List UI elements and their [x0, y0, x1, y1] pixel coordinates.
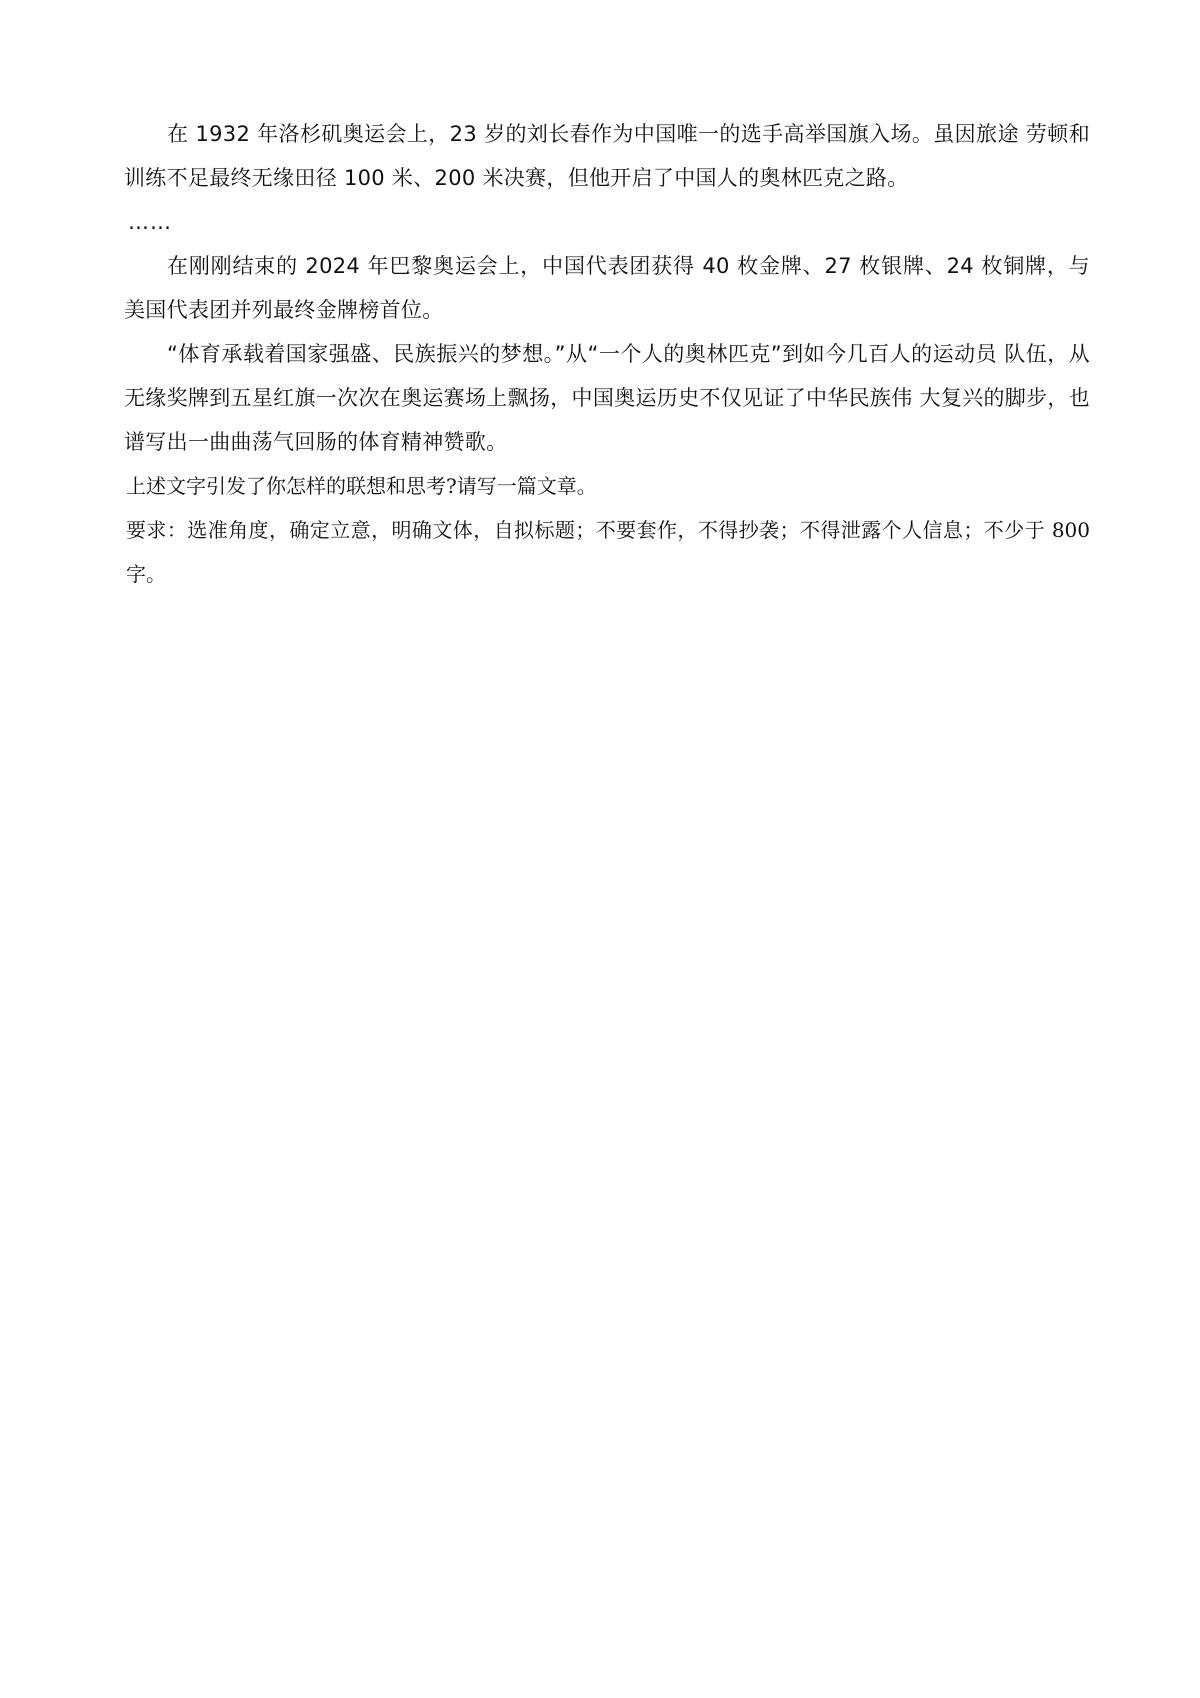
essay-prompt: 上述文字引发了你怎样的联想和思考?请写一篇文章。: [126, 474, 597, 498]
paragraph-1932-olympics: 在 1932 年洛杉矶奥运会上，23 岁的刘长春作为中国唯一的选手高举国旗入场。虽因旅途 劳顿和训练不足最终无缘田径 100 米、200 米决赛，但他开启了中国人的奥林匹克之路。: [124, 122, 1090, 190]
paragraph-2024-olympics: 在刚刚结束的 2024 年巴黎奥运会上，中国代表团获得 40 枚金牌、27 枚银牌、24 枚铜牌，与 美国代表团并列最终金牌榜首位。: [124, 254, 1090, 322]
document-body: [124, 112, 1090, 596]
essay-requirements: 要求：选准角度，确定立意，明确文体，自拟标题；不要套作，不得抄袭；不得泄露个人信息；不少于 800 字。: [126, 518, 1090, 586]
paragraph-sports-dream: “体育承载着国家强盛、民族振兴的梦想。”从“一个人的奥林匹克”到如今几百人的运动员 队伍，从无缘奖牌到五星红旗一次次在奥运赛场上飘扬，中国奥运历史不仅见证了中华民族伟 大复兴的脚步，也谱写出一曲曲荡气回肠的体育精神赞歌。: [124, 342, 1090, 454]
ellipsis-separator: ……: [128, 210, 172, 234]
